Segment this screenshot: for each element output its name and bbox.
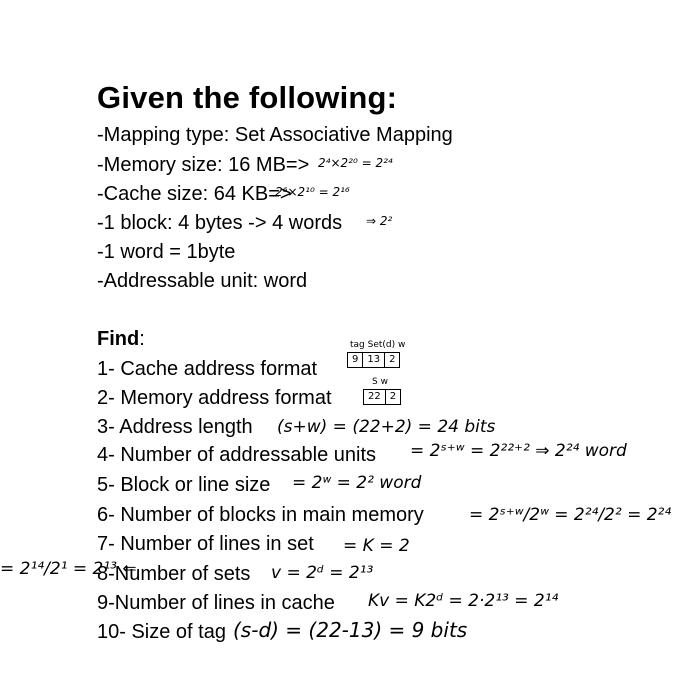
cache-address-format-box [347, 352, 400, 368]
handwritten-memory-equation: 2⁴×2²⁰ = 2²⁴ [318, 156, 393, 170]
find-item-10: 10- Size of tag [97, 621, 226, 643]
set-field: 13 [363, 353, 385, 367]
find-item-5: 5- Block or line size [97, 474, 271, 496]
given-mapping-type: -Mapping type: Set Associative Mapping [97, 124, 453, 146]
find-item-9: 9-Number of lines in cache [97, 592, 335, 614]
find-item-7: 7- Number of lines in set [97, 533, 314, 555]
handwritten-block-size: = 2ʷ = 2² word [292, 473, 422, 493]
handwritten-address-length: (s+w) = (22+2) = 24 bits [277, 417, 496, 437]
find-colon: : [139, 328, 145, 350]
memory-format-header: S w [372, 377, 388, 387]
memory-address-format-box [363, 389, 401, 405]
handwritten-block-equation: ⇒ 2² [366, 214, 393, 228]
handwritten-num-blocks: = 2ˢ⁺ʷ/2ʷ = 2²⁴/2² = 2²⁴ [469, 505, 672, 525]
handwritten-tag-size: (s-d) = (22-13) = 9 bits [233, 618, 468, 642]
handwritten-cache-equation: 2⁶×2¹⁰ = 2¹⁶ [275, 185, 350, 199]
given-block: -1 block: 4 bytes -> 4 words [97, 212, 343, 234]
cache-format-header: tag Set(d) w [350, 340, 406, 350]
find-item-2: 2- Memory address format [97, 387, 332, 409]
handwritten-addressable-units: = 2ˢ⁺ʷ = 2²²⁺² ⇒ 2²⁴ word [410, 441, 627, 461]
handwritten-lines-in-cache: Kv = K2ᵈ = 2·2¹³ = 2¹⁴ [368, 591, 559, 611]
w-field: 2 [389, 391, 397, 402]
given-cache-size: -Cache size: 64 KB=> [97, 183, 292, 205]
handwritten-num-sets-left: = 2¹⁴/2¹ = 2¹³ ⇐ [0, 559, 137, 579]
given-addressable-unit: -Addressable unit: word [97, 270, 308, 292]
find-heading [97, 328, 145, 351]
page-title: Given the following: [97, 80, 398, 115]
s-field: 22 [364, 390, 386, 404]
find-item-3: 3- Address length [97, 416, 253, 438]
find-item-6: 6- Number of blocks in main memory [97, 504, 424, 526]
handwritten-lines-in-set: = K = 2 [343, 536, 410, 556]
word-field: 2 [389, 354, 396, 365]
given-memory-size: -Memory size: 16 MB=> [97, 154, 310, 176]
find-item-8: 8-Number of sets [97, 563, 251, 585]
handwritten-num-sets: v = 2ᵈ = 2¹³ [271, 563, 374, 583]
given-word: -1 word = 1byte [97, 241, 236, 263]
find-item-1: 1- Cache address format [97, 358, 318, 380]
find-label: Find [97, 328, 140, 350]
find-item-4: 4- Number of addressable units [97, 444, 377, 466]
tag-field: 9 [348, 353, 363, 367]
